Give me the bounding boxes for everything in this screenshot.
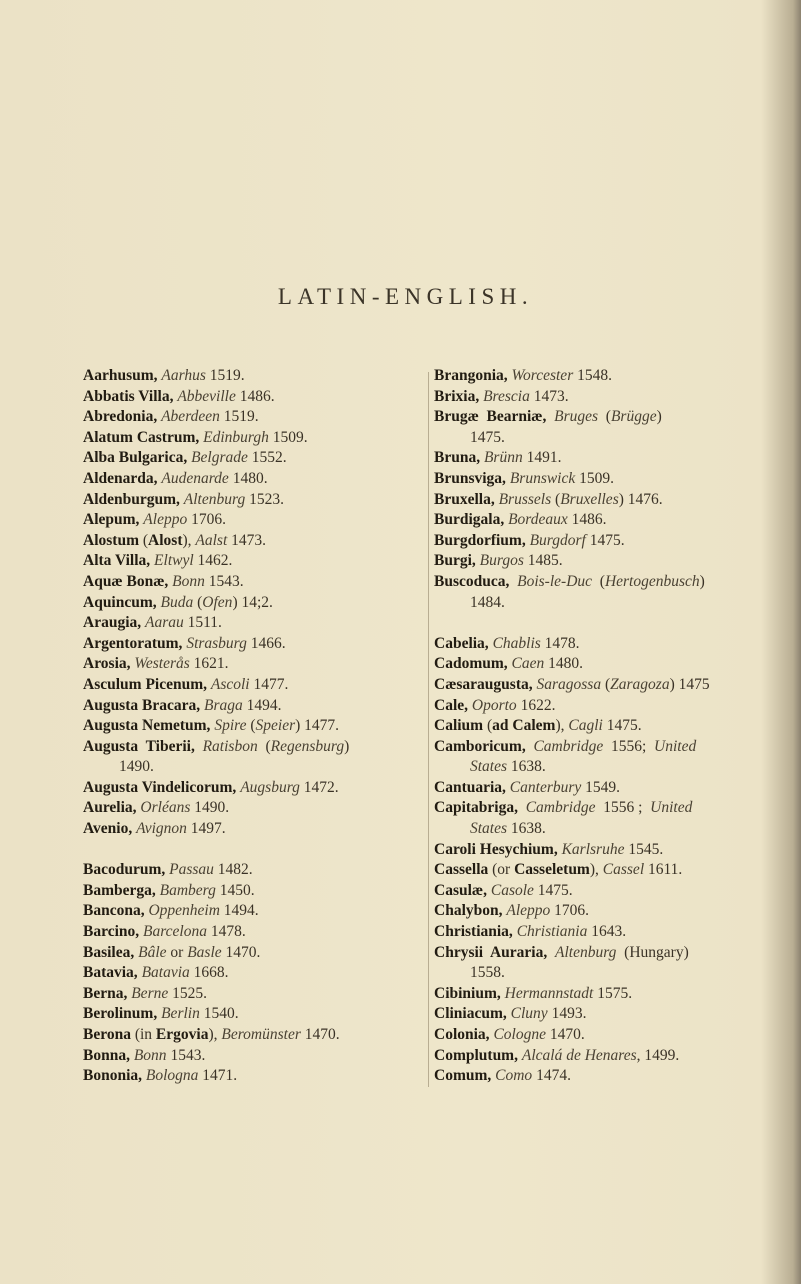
modern-name: Oporto [471,696,517,714]
latin-name: Camboricum, [434,737,534,755]
modern-name: Bologna [145,1067,199,1085]
latin-name: Alatum Castrum, [83,428,204,446]
index-entry-line [434,593,784,614]
modern-name: Brunswick [509,469,576,487]
entry-text: 1490. [119,758,154,776]
entry-text: ) [699,572,705,590]
entry-text: ( [598,408,611,426]
modern-name: Bruxelles [560,490,619,508]
modern-name: Chablis [492,634,541,652]
modern-name: Alcalá de Henares [521,1046,637,1064]
modern-name: Basle [187,943,222,961]
modern-name: Spire [214,717,247,735]
index-entry-line [83,1046,428,1067]
latin-name: Berna, [83,984,132,1002]
entry-text: 1523. [245,490,284,508]
modern-name: Ofen [202,593,233,611]
entry-text: 1470. [221,943,261,961]
entry-text: 1491. [522,449,562,467]
latin-name: Araugia, [83,614,145,632]
index-entry-line [434,798,784,819]
entry-text: ( [246,717,256,735]
latin-name: Buscoduca, [434,572,518,590]
modern-name: Burgos [479,552,524,570]
blank-line [434,613,784,634]
index-entry-line [83,860,428,881]
latin-name: Comum, [434,1067,496,1085]
latin-name: Berona [83,1026,135,1043]
index-entry-line [83,1066,428,1087]
entry-text: 1543. [166,1046,206,1064]
index-entry-line [83,1025,428,1046]
index-entry-line [83,634,428,655]
latin-name: Abbatis Villa, [83,387,178,405]
modern-name: Edinburgh [203,428,269,446]
entry-text: 1611. [644,861,683,879]
modern-name: Zaragoza [610,675,670,693]
modern-name: United [650,799,693,817]
index-entry-line [83,901,428,922]
latin-name: Aldenarda, [83,469,162,487]
entry-text: 1540. [199,1005,239,1023]
modern-name: Cassel [602,861,645,879]
modern-name: Regensburg [270,737,345,755]
modern-name: Bâle [138,943,167,961]
index-entry-line [434,943,784,964]
entry-text: 1552. [247,449,287,467]
latin-name: Alostum [83,531,143,549]
index-entry-line [83,696,428,717]
index-entry-line [83,1004,428,1025]
latin-name: Alta Villa, [83,552,155,570]
modern-name: Beromünster [221,1026,301,1043]
latin-name: Barcino, [83,923,143,941]
modern-name: States [470,758,508,776]
entry-text: 1558. [470,964,505,982]
entry-text: 1477. [249,675,289,693]
modern-name: Brussels [498,490,552,508]
modern-name: Canterbury [509,778,582,796]
index-entry-line [83,654,428,675]
index-entry-line [434,716,784,737]
entry-text: ), [182,531,196,549]
entry-text: ( [257,737,271,755]
entry-text: ( [601,675,611,693]
entry-text: 1486. [235,387,275,405]
modern-name: Hermannstadt [504,984,594,1002]
index-entry-line [434,984,784,1005]
latin-name: Bacodurum, [83,861,170,879]
index-entry-line [434,366,784,387]
latin-name: Augusta Vindelicorum, [83,778,241,796]
modern-name: Bordeaux [508,511,568,529]
modern-name: Karlsruhe [561,840,625,858]
index-entry-line [83,469,428,490]
entry-text: 1497. [186,820,226,838]
index-entry-line [434,551,784,572]
modern-name: Brügge [610,408,657,426]
index-entry-line [434,531,784,552]
entry-text: ) 1477. [295,717,340,735]
index-entry-line [83,675,428,696]
entry-text: 1485. [523,552,563,570]
entry-text: ( [486,717,493,735]
entry-text: 1621. [189,655,229,673]
entry-text: 1511. [183,614,222,632]
index-entry-line [434,1066,784,1087]
entry-text: 1474. [532,1067,571,1085]
latin-name: Cadomum, [434,655,512,673]
latin-name: Avenio, [83,820,137,838]
modern-name: Caen [511,655,545,673]
index-entry-line [434,840,784,861]
entry-text: 1545. [624,840,664,858]
modern-name: Saragossa [536,675,602,693]
index-entry-line [434,737,784,758]
entry-text: 1480. [228,469,268,487]
index-entry-line [83,448,428,469]
modern-name: Cagli [568,717,603,735]
latin-name: Colonia, [434,1026,494,1043]
modern-name: Bonn [133,1046,167,1064]
modern-name: Aarau [145,614,184,632]
modern-name: Cluny [510,1005,548,1023]
modern-name: Orléans [140,799,191,817]
index-entry-line [83,613,428,634]
entry-text: (or [492,861,515,879]
modern-name: Bonn [172,572,205,590]
latin-name: Alost [148,531,183,549]
index-entry-line [83,737,428,758]
modern-name: Bois-le-Duc [517,572,593,590]
entry-text: 1471. [198,1067,238,1085]
latin-name: Augusta Bracara, [83,696,204,714]
entry-text: 1475. [470,428,505,446]
entry-text: ) 14;2. [232,593,273,611]
entry-text: 1466. [246,634,286,652]
modern-name: Christiania [516,923,588,941]
column-divider [428,372,429,1087]
modern-name: United [654,737,697,755]
latin-name: Aarhusum, [83,367,162,384]
index-entry-line [83,531,428,552]
index-entry-line [434,778,784,799]
index-entry-line [83,572,428,593]
latin-name: Augusta Nemetum, [83,717,215,735]
latin-name: Brunsviga, [434,469,510,487]
latin-name: Bononia, [83,1067,146,1085]
modern-name: Cambridge [525,799,596,817]
index-entry-line [434,963,784,984]
entry-text: 1509. [268,428,308,446]
latin-name: Cantuaria, [434,778,510,796]
entry-text: ), [208,1026,222,1043]
modern-name: Bruges [554,408,599,426]
latin-name: Bruxella, [434,490,499,508]
modern-name: Passau [169,861,214,879]
modern-name: Batavia [141,964,190,982]
latin-name: Bamberga, [83,881,160,899]
entry-text: 1643. [587,923,627,941]
index-entry-line [434,654,784,675]
entry-text: ( [142,531,149,549]
modern-name: Brescia [483,387,530,405]
latin-name: Alepum, [83,511,144,529]
latin-name: Brangonia, [434,367,512,384]
entry-text: 1470. [545,1026,585,1043]
entry-text: ) [344,737,350,755]
latin-name: Chrysii Auraria, [434,943,555,961]
entry-text: 1472. [299,778,339,796]
latin-name: Augusta Tiberii, [83,737,203,755]
index-entry-line [83,798,428,819]
entry-text: 1706. [550,902,590,920]
modern-name: Cambridge [533,737,604,755]
modern-name: Audenarde [161,469,229,487]
entry-text: ( [193,593,203,611]
latin-name: Complutum, [434,1046,522,1064]
modern-name: Avignon [136,820,187,838]
modern-name: Ratisbon [202,737,258,755]
entry-text: 1519. [219,408,259,426]
latin-name: Cibinium, [434,984,505,1002]
index-entry-line [434,757,784,778]
index-entry-line [434,407,784,428]
entry-text: 1543. [204,572,244,590]
latin-name: Cale, [434,696,472,714]
entry-text: 1525. [168,984,207,1002]
modern-name: Westerås [134,655,190,673]
modern-name: Speier [255,717,296,735]
latin-name: Abredonia, [83,408,162,426]
index-entry-line [83,943,428,964]
right-column [434,366,784,1087]
latin-name: Bruna, [434,449,484,467]
latin-name: Aldenburgum, [83,490,184,508]
index-entry-line [83,428,428,449]
entry-text: 1549. [581,778,621,796]
index-entry-line [434,1025,784,1046]
latin-name: Burdigala, [434,511,509,529]
entry-text: 1478. [540,634,580,652]
entry-text: 1519. [205,367,245,384]
latin-name: Caroli Hesychium, [434,840,562,858]
entry-text: (in [134,1026,156,1043]
entry-text: 1475. [585,531,625,549]
latin-name: Aurelia, [83,799,141,817]
modern-name: Oppenheim [148,902,220,920]
entry-text: , 1499. [636,1046,680,1064]
entry-text: 1622. [516,696,556,714]
entry-text: 1475. [533,881,573,899]
index-entry-line [83,922,428,943]
entry-text: 1473. [227,531,267,549]
modern-name: Buda [160,593,194,611]
modern-name: Casole [490,881,534,899]
modern-name: Strasburg [186,634,247,652]
latin-name: Chalybon, [434,902,507,920]
modern-name: Belgrade [191,449,248,467]
latin-name: Cassella [434,861,493,879]
left-column [83,366,428,1087]
index-entry-line [83,387,428,408]
entry-text: 1470. [300,1026,340,1043]
entry-text: 1486. [567,511,607,529]
modern-name: Abbeville [177,387,236,405]
index-entry-line [434,819,784,840]
latin-name: Ergovia [155,1026,209,1043]
index-entry-line [434,901,784,922]
index-entry-line [434,1004,784,1025]
index-entry-line [83,778,428,799]
modern-name: Augsburg [240,778,300,796]
modern-name: Ascoli [210,675,250,693]
index-entry-line [83,819,428,840]
index-entry-line [434,572,784,593]
page-title: LATIN-ENGLISH. [277,284,534,309]
modern-name: Altenburg [183,490,246,508]
index-entry-line [434,634,784,655]
latin-name: Berolinum, [83,1005,162,1023]
entry-text: 1494. [219,902,259,920]
modern-name: Cologne [493,1026,546,1043]
entry-text: 1450. [215,881,255,899]
index-entry-line [434,490,784,511]
latin-name: Burgi, [434,552,480,570]
modern-name: Aleppo [143,511,188,529]
index-entry-line [83,593,428,614]
latin-name: Cæsaraugusta, [434,675,537,693]
latin-name: Cliniacum, [434,1005,511,1023]
entry-text: 1462. [193,552,233,570]
entry-text: ) [656,408,662,426]
latin-name: Brugæ Bearniæ, [434,408,555,426]
modern-name: Barcelona [143,923,207,941]
index-entry-line [434,860,784,881]
index-entry-line [83,963,428,984]
latin-name: Basilea, [83,943,139,961]
entry-text: 1575. [593,984,633,1002]
entry-text: ( [551,490,561,508]
entry-text: 1668. [189,964,229,982]
index-entry-line [83,881,428,902]
latin-name: Capitabriga, [434,799,526,817]
modern-name: Burgdorf [529,531,586,549]
index-entry-line [83,551,428,572]
entry-text: 1475. [602,717,642,735]
index-entry-line [83,984,428,1005]
modern-name: Aarhus [161,367,206,384]
entry-text: 1556 ; [595,799,651,817]
latin-name: Calium [434,717,487,735]
entry-text: 1706. [187,511,226,529]
latin-name: Bonna, [83,1046,134,1064]
entry-text: 1494. [242,696,282,714]
latin-name: Casseletum [514,861,590,879]
entry-text: 1484. [470,593,505,611]
index-entry-line [83,716,428,737]
latin-name: Cabelia, [434,634,493,652]
index-entry-line [83,510,428,531]
index-entry-line [83,757,428,778]
modern-name: Braga [203,696,243,714]
index-entry-line [83,490,428,511]
index-entry-line [434,510,784,531]
modern-name: Brünn [483,449,523,467]
modern-name: Aberdeen [161,408,220,426]
latin-name: Aquincum, [83,593,161,611]
modern-name: Worcester [511,367,574,384]
entry-text: 1482. [213,861,253,879]
latin-name: Burgdorfium, [434,531,530,549]
entry-text: 1638. [507,758,546,776]
entry-text: or [166,943,188,961]
entry-text: ), [589,861,603,879]
latin-name: Aquæ Bonæ, [83,572,173,590]
latin-name: ad Calem [492,717,556,735]
index-entry-line [434,469,784,490]
modern-name: Aleppo [506,902,551,920]
index-entry-line [434,1046,784,1067]
entry-text: 1548. [573,367,612,384]
index-entry-line [83,407,428,428]
modern-name: Como [495,1067,533,1085]
index-entry-line [434,881,784,902]
latin-name: Batavia, [83,964,142,982]
latin-name: Brixia, [434,387,484,405]
latin-name: Casulæ, [434,881,491,899]
latin-name: Alba Bulgarica, [83,449,192,467]
index-entry-line [434,922,784,943]
entry-text: ), [555,717,569,735]
entry-text: 1556; [603,737,655,755]
modern-name: States [470,820,508,838]
blank-line [83,840,428,861]
modern-name: Altenburg [555,943,617,961]
entry-text: 1473. [529,387,569,405]
entry-text: ) 1475 [669,675,710,693]
entry-text: 1509. [575,469,614,487]
latin-name: Bancona, [83,902,149,920]
entry-text: 1490. [190,799,230,817]
latin-name: Argentoratum, [83,634,187,652]
modern-name: Aalst [195,531,228,549]
modern-name: Bamberg [159,881,216,899]
entry-text: 1493. [547,1005,587,1023]
entry-text: ( [592,572,605,590]
latin-name: Asculum Picenum, [83,675,211,693]
modern-name: Berlin [161,1005,200,1023]
modern-name: Hertogenbusch [604,572,700,590]
latin-name: Christiania, [434,923,517,941]
entry-text: (Hungary) [616,943,689,961]
modern-name: Berne [131,984,169,1002]
index-entry-line [434,428,784,449]
modern-name: Eltwyl [154,552,194,570]
entry-text: 1478. [207,923,246,941]
entry-text: 1480. [544,655,583,673]
entry-text: 1638. [507,820,546,838]
index-entry-line [434,696,784,717]
index-entry-line [434,675,784,696]
entry-text: ) 1476. [618,490,663,508]
index-entry-line [434,448,784,469]
index-entry-line [83,366,428,387]
latin-name: Arosia, [83,655,135,673]
index-entry-line [434,387,784,408]
